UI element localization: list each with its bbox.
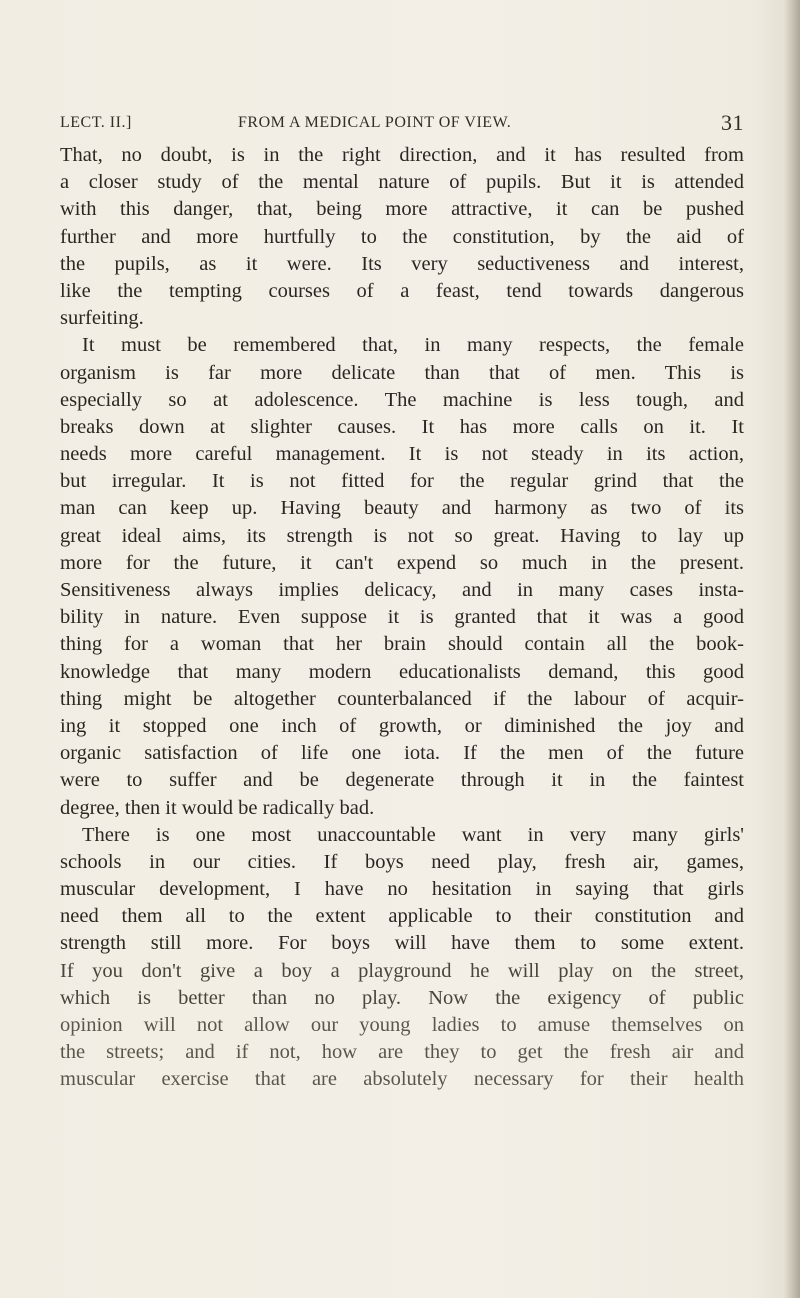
- text-line: further and more hurtfully to the constitution, by the aid of: [60, 225, 744, 248]
- page-number: 31: [721, 110, 744, 135]
- page-edge-shadow: [784, 0, 800, 1298]
- text-line: There is one most unaccountable want in very many girls': [82, 823, 744, 846]
- text-line: thing for a woman that her brain should contain all the book-: [60, 633, 744, 656]
- text-line: with this danger, that, being more attractive, it can be pushed: [60, 198, 744, 221]
- text-line: knowledge that many modern educationalists demand, this good: [60, 660, 744, 683]
- text-line: which is better than no play. Now the exigency of public: [60, 986, 744, 1009]
- text-line: the streets; and if not, how are they to get the fresh air and: [60, 1041, 744, 1064]
- text-line: strength still more. For boys will have them to some extent.: [60, 932, 744, 955]
- text-line: especially so at adolescence. The machine is less tough, and: [60, 388, 744, 411]
- text-line: bility in nature. Even suppose it is granted that it was a good: [60, 606, 744, 629]
- text-line: like the tempting courses of a feast, tend towards dangerous: [60, 279, 744, 302]
- text-line: a closer study of the mental nature of pupils. But it is attended: [60, 171, 744, 194]
- text-line: organic satisfaction of life one iota. If the men of the future: [60, 742, 744, 765]
- text-line: man can keep up. Having beauty and harmony as two of its: [60, 497, 744, 520]
- text-line: breaks down at slighter causes. It has more calls on it. It: [60, 415, 744, 438]
- text-line: That, no doubt, is in the right direction, and it has resulted from: [60, 144, 744, 166]
- body-text: [60, 142, 744, 1094]
- text-line: ing it stopped one inch of growth, or diminished the joy and: [60, 714, 744, 737]
- text-line: needs more careful management. It is not steady in its action,: [60, 443, 744, 466]
- text-line: the pupils, as it were. Its very seductiveness and interest,: [60, 252, 744, 275]
- text-line: were to suffer and be degenerate through it in the faintest: [60, 769, 744, 792]
- text-line: more for the future, it can't expend so much in the present.: [60, 551, 744, 574]
- header-title: FROM A MEDICAL POINT OF VIEW.: [238, 114, 512, 131]
- text-line: but irregular. It is not fitted for the regular grind that the: [60, 470, 744, 493]
- text-line: need them all to the extent applicable to their constitution and: [60, 905, 744, 928]
- text-line: Sensitiveness always implies delicacy, and in many cases insta-: [60, 579, 744, 601]
- header-lecture: LECT. II.]: [60, 114, 132, 131]
- text-line: muscular development, I have no hesitation in saying that girls: [60, 878, 744, 901]
- text-line: great ideal aims, its strength is not so great. Having to lay up: [60, 524, 744, 547]
- text-line: muscular exercise that are absolutely necessary for their health: [60, 1068, 744, 1091]
- text-line: thing might be altogether counterbalanced if the labour of acquir-: [60, 687, 744, 710]
- text-line: If you don't give a boy a playground he will play on the street,: [60, 959, 744, 982]
- running-header: [60, 110, 744, 140]
- text-line: degree, then it would be radically bad.: [60, 796, 375, 819]
- text-line: It must be remembered that, in many respects, the female: [82, 334, 744, 357]
- text-line: surfeiting.: [60, 307, 144, 330]
- text-line: schools in our cities. If boys need play, fresh air, games,: [60, 850, 744, 873]
- text-line: opinion will not allow our young ladies to amuse themselves on: [60, 1014, 744, 1036]
- text-line: organism is far more delicate than that of men. This is: [60, 361, 744, 384]
